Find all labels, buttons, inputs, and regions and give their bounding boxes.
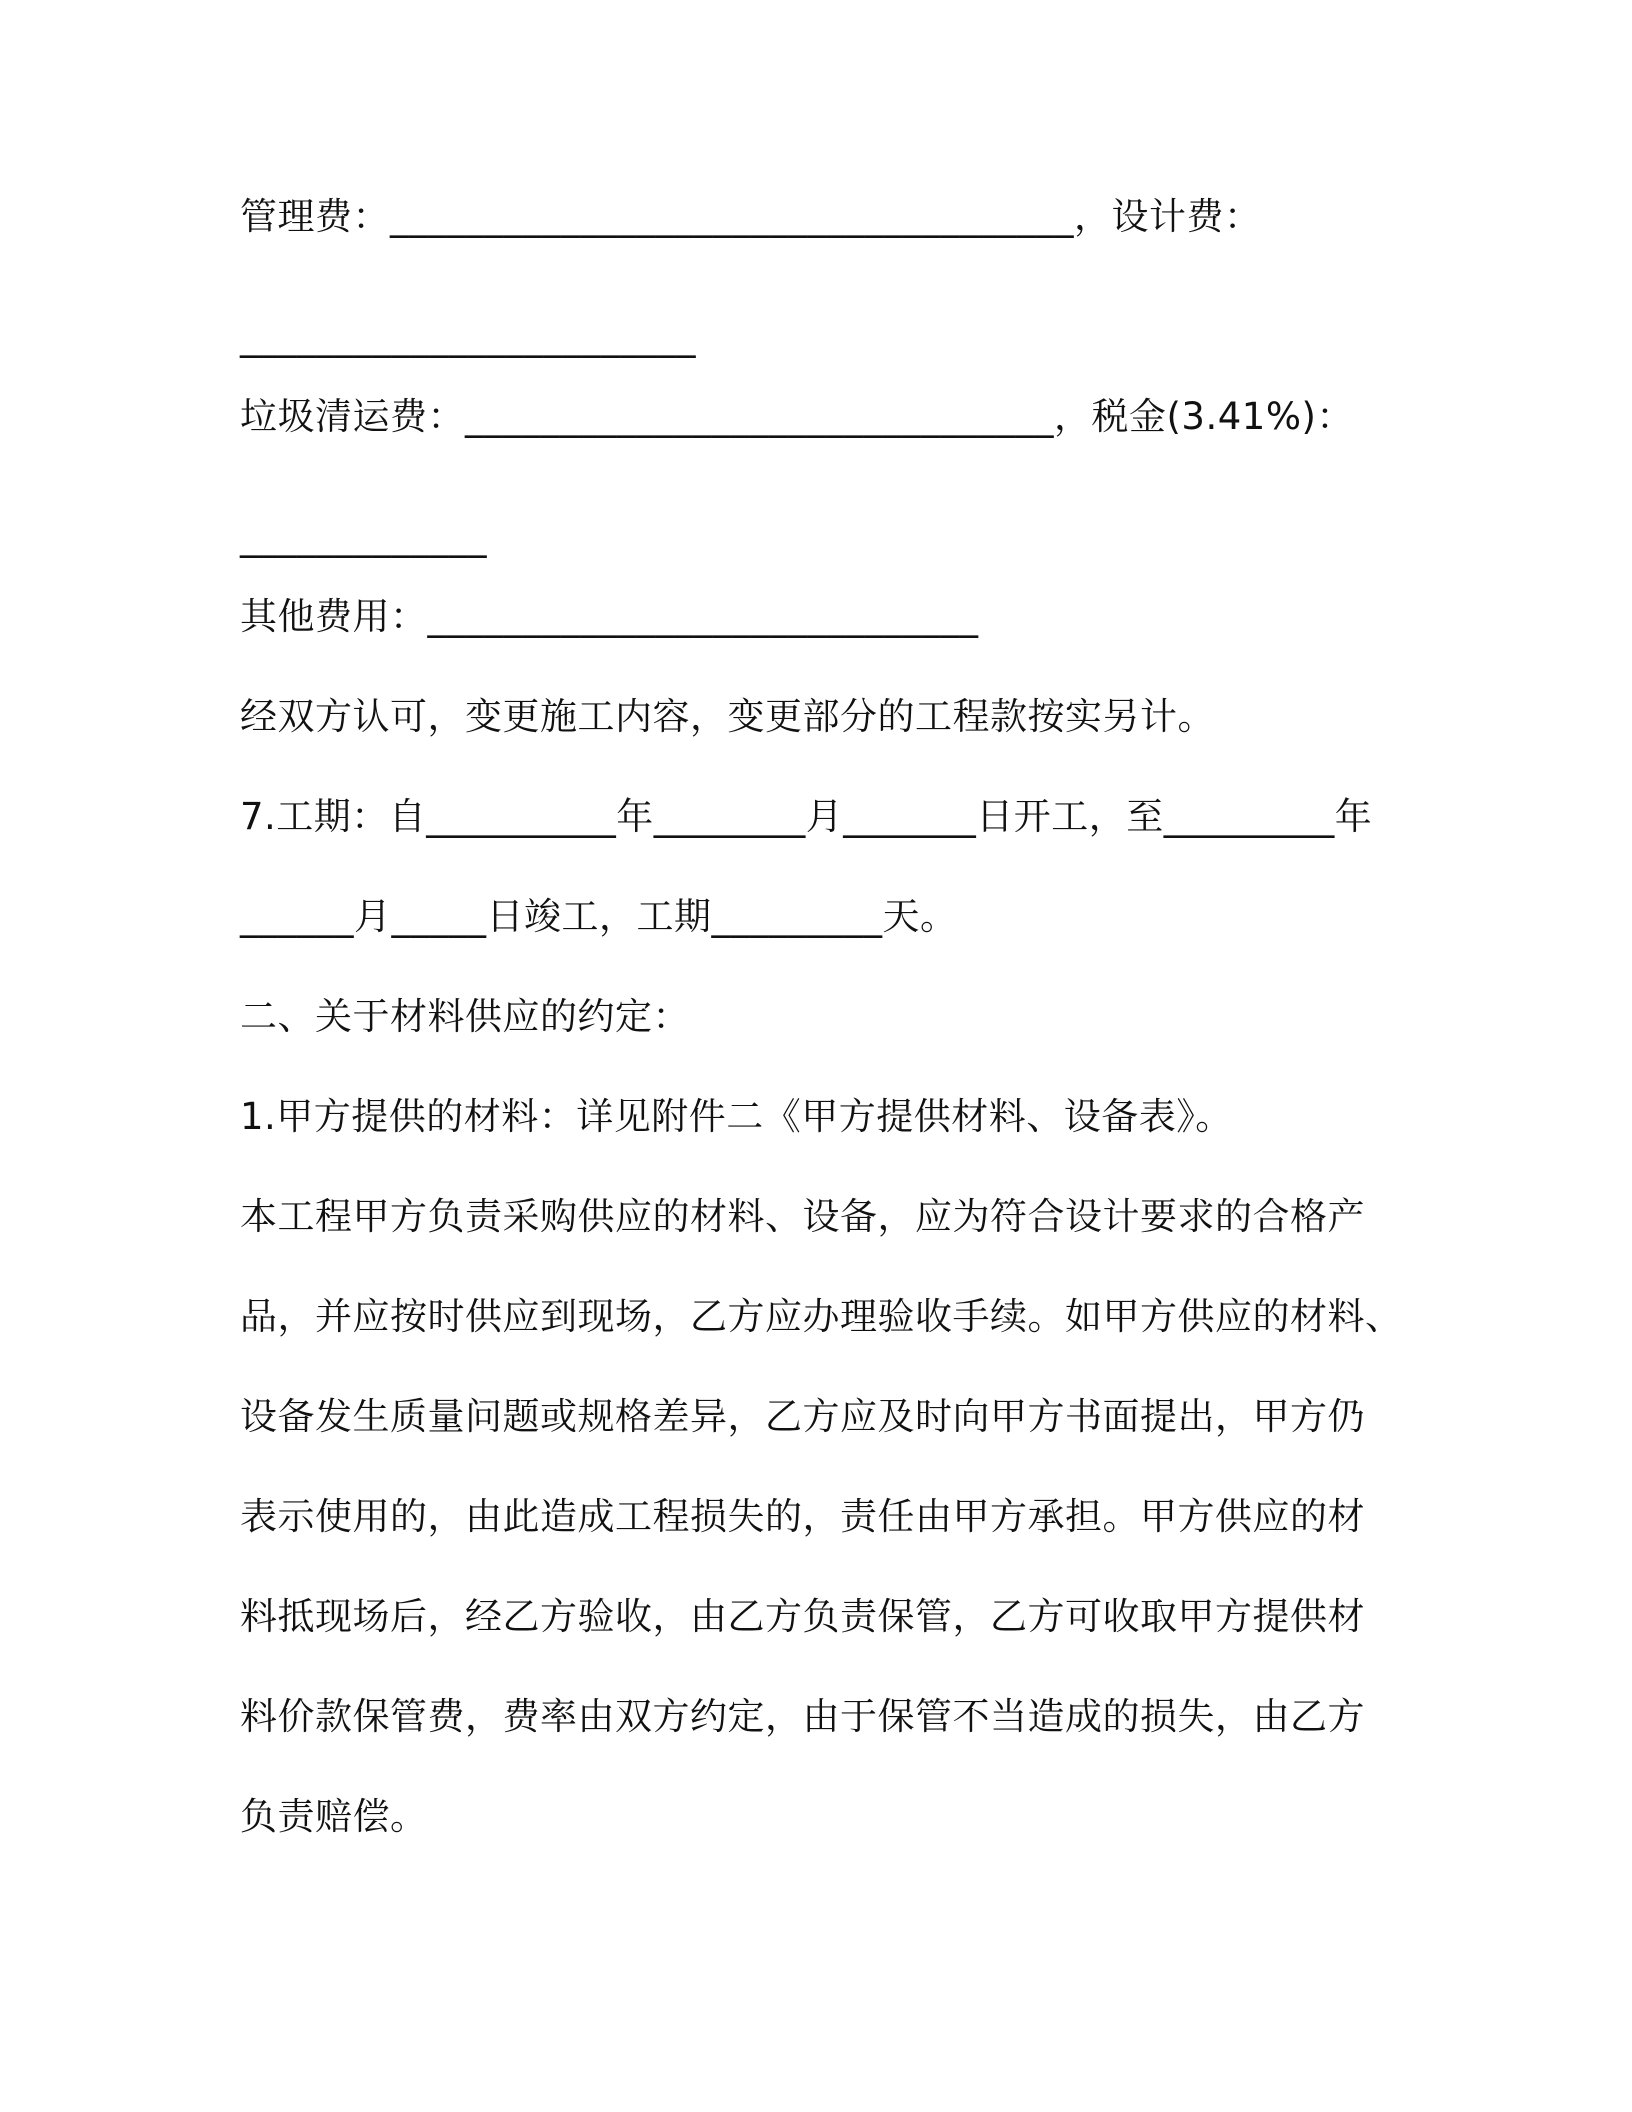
paragraph-line-2: 品，并应按时供应到现场，乙方应办理验收手续。如甲方供应的材料、 xyxy=(240,1295,1403,1338)
paragraph-line-3: 设备发生质量问题或规格差异，乙方应及时向甲方书面提出，甲方仍 xyxy=(240,1395,1365,1438)
text-line-completion-date: ______月_____日竣工，工期_________天。 xyxy=(240,895,958,938)
text-line-party-a-materials: 1.甲方提供的材料：详见附件二《甲方提供材料、设备表》。 xyxy=(240,1095,1233,1138)
text-line-design-fee-blank: ________________________ xyxy=(240,315,696,358)
section-heading-materials: 二、关于材料供应的约定： xyxy=(240,995,690,1038)
text-line-other-fees: 其他费用：_____________________________ xyxy=(240,595,979,638)
paragraph-line-4: 表示使用的，由此造成工程损失的，责任由甲方承担。甲方供应的材 xyxy=(240,1495,1365,1538)
text-line-tax-blank: _____________ xyxy=(240,515,487,558)
text-line-garbage-tax: 垃圾清运费：_______________________________，税金(3.41%)： xyxy=(240,395,1354,438)
text-line-construction-period: 7.工期：自__________年________月_______日开工，至_________年 xyxy=(240,795,1373,838)
text-line-change-agreement: 经双方认可，变更施工内容，变更部分的工程款按实另计。 xyxy=(240,695,1215,738)
paragraph-line-5: 料抵现场后，经乙方验收，由乙方负责保管，乙方可收取甲方提供材 xyxy=(240,1595,1365,1638)
text-line-management-design-fee: 管理费：____________________________________，设计费： xyxy=(240,195,1262,238)
paragraph-line-1: 本工程甲方负责采购供应的材料、设备，应为符合设计要求的合格产 xyxy=(240,1195,1365,1238)
paragraph-line-6: 料价款保管费，费率由双方约定，由于保管不当造成的损失，由乙方 xyxy=(240,1695,1365,1738)
paragraph-line-7: 负责赔偿。 xyxy=(240,1795,428,1838)
